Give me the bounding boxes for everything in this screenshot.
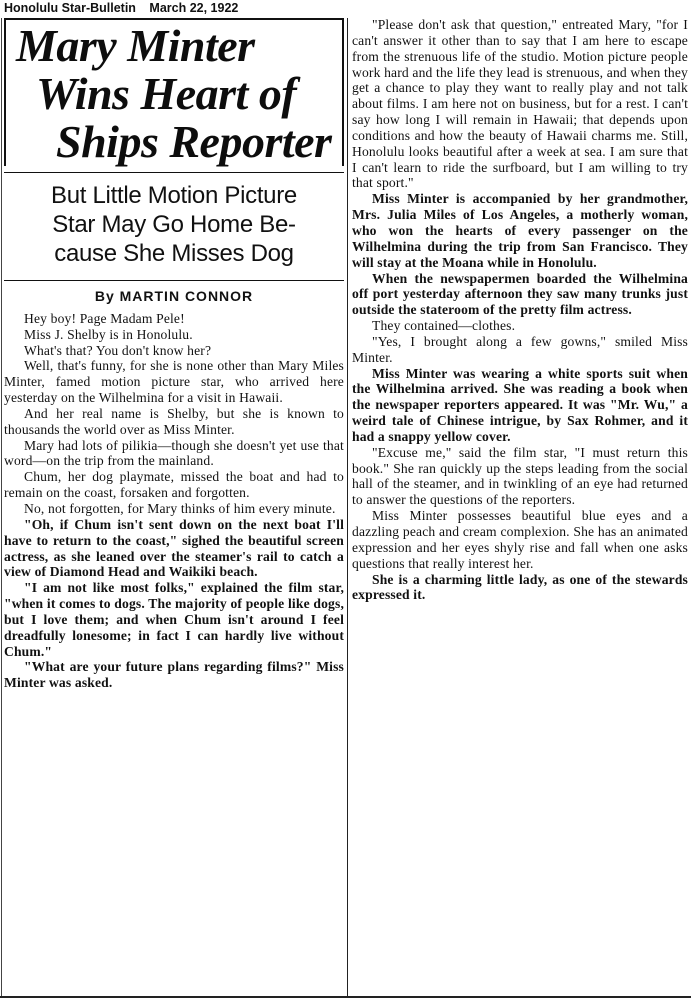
right-paragraph: Miss Minter possesses beautiful blue eyes and a dazzling peach and cream complexion. She has an animated expression and her eyes shyly rise and fall when one asks questions that really interest her. <box>352 508 688 571</box>
subheadline <box>4 181 344 268</box>
publication-date: March 22, 1922 <box>149 1 239 15</box>
left-paragraph: Miss J. Shelby is in Honolulu. <box>24 326 193 342</box>
left-column-rule <box>1 18 2 998</box>
subheadline-line-2: Star May Go Home Be- <box>52 211 296 238</box>
right-paragraph: She is a charming little lady, as one of the stewards expressed it. <box>352 571 688 603</box>
headline-line-2: Wins Heart of <box>36 68 297 119</box>
left-paragraph: "I am not like most folks," explained the film star, "when it comes to dogs. The majority of people like dogs, but I love them; and when Chum isn't around I feel dreadfully lonesome; in fact I can hardly live without Chum." <box>4 580 344 659</box>
headline-box <box>4 18 344 166</box>
headline-line-1: Mary Minter <box>16 20 255 71</box>
left-paragraph: Hey boy! Page Madam Pele! <box>24 310 185 326</box>
left-column <box>4 18 344 994</box>
left-paragraph: Chum, her dog playmate, missed the boat and had to remain on the coast, forsaken and forgotten. <box>4 469 344 501</box>
left-paragraph: Mary had lots of pilikia—though she doesn't yet use that word—on the trip from the mainland. <box>4 437 344 469</box>
headline-rule <box>4 172 344 173</box>
left-paragraph: No, not forgotten, for Mary thinks of him every minute. <box>24 500 336 516</box>
byline-rule <box>4 280 344 281</box>
subheadline-line-1: But Little Motion Picture <box>51 182 297 209</box>
headline-line-3: Ships Reporter <box>56 116 332 167</box>
left-paragraph: And her real name is Shelby, but she is known to thousands the world over as Miss Minter. <box>4 405 344 437</box>
right-paragraph: Miss Minter is accompanied by her grandmother, Mrs. Julia Miles of Los Angeles, a motherly woman, who won the hearts of every passenger on the Wilhelmina during the trip from San Francisco. They will stay at the Moana while in Honolulu. <box>352 191 688 270</box>
left-paragraph: "Oh, if Chum isn't sent down on the next boat I'll have to return to the coast," sighed the beautiful screen actress, as she leaned over the steamer's rail to catch a view of Diamond Head and Waikiki beach. <box>4 516 344 580</box>
page-bottom-rule <box>0 996 691 998</box>
publication-name: Honolulu Star-Bulletin <box>4 1 136 15</box>
right-column <box>352 17 688 999</box>
source-line <box>4 0 238 16</box>
left-paragraph: What's that? You don't know her? <box>24 342 212 358</box>
left-paragraph: "What are your future plans regarding films?" Miss Minter was asked. <box>4 659 344 691</box>
right-paragraph: Miss Minter was wearing a white sports suit when the Wilhelmina arrived. She was reading a book when the newspaper reporters appeared. It was "Mr. Wu," a weird tale of Chinese intrigue, by Sax Rohmer, and it had a snappy yellow cover. <box>352 365 688 444</box>
right-paragraph: When the newspapermen boarded the Wilhelmina off port yesterday afternoon they saw many trunks just outside the stateroom of the pretty film actress. <box>352 270 688 318</box>
right-paragraph: "Yes, I brought along a few gowns," smiled Miss Minter. <box>352 333 688 365</box>
right-paragraph: "Please don't ask that question," entreated Mary, "for I can't answer it other than to say that I am here to escape from the strenuous life of the studio. Motion picture people work hard and the life they lead is strenuous, and when they get a chance to play they want to really play and not talk about films. I am here not on business, but for a rest. I can't say how long I will remain in Hawaii; that depends upon conditions and how the beauty of Hawaii charms me. Still, Honolulu looks beautiful after a week at sea. I am sure that I can't learn to ride the surfboard, but I am willing to try that sport." <box>352 17 688 191</box>
right-paragraph: "Excuse me," said the film star, "I must return this book." She ran quickly up the steps leading from the social hall of the steamer, and in twinkling of an eye had returned to answer the questions of the reporters. <box>352 444 688 508</box>
left-paragraph: Well, that's funny, for she is none other than Mary Miles Minter, famed motion picture star, who arrived here yesterday on the Wilhelmina for a visit in Hawaii. <box>4 358 344 406</box>
subheadline-line-3: cause She Misses Dog <box>54 240 294 267</box>
byline: By MARTIN CONNOR <box>94 288 254 304</box>
right-paragraph: They contained—clothes. <box>372 318 516 334</box>
column-divider <box>347 18 348 998</box>
